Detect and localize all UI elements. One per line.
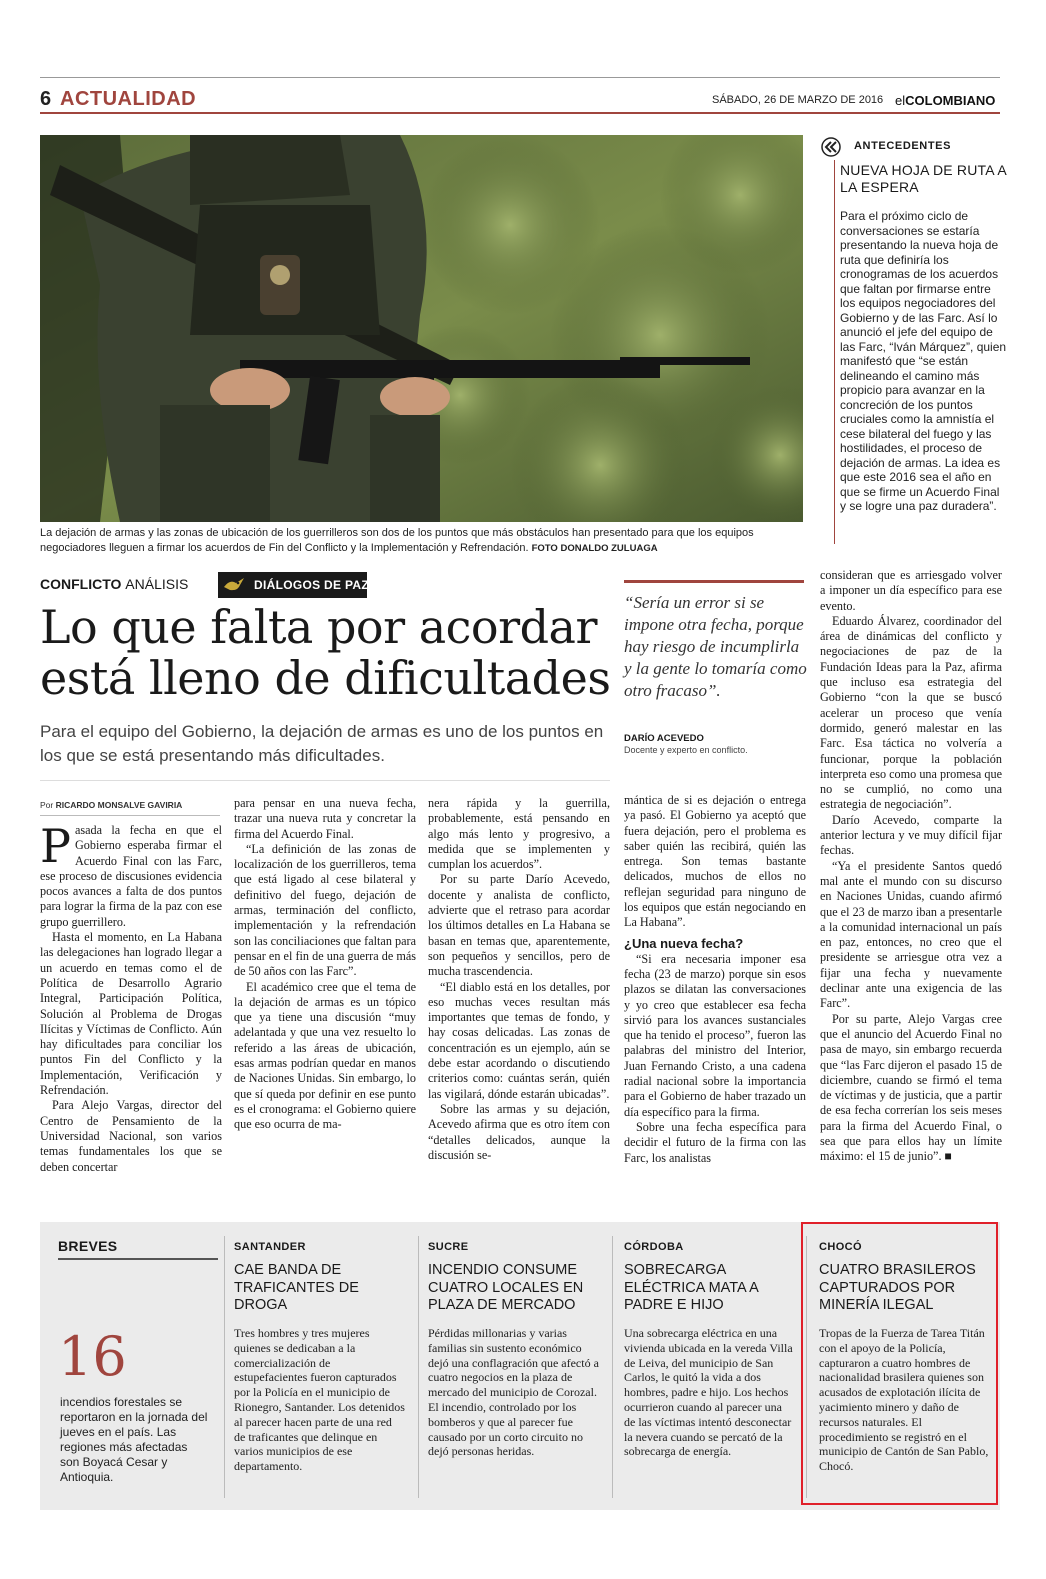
body-paragraph: mántica de si es dejación o entrega ya pasó. El Gobierno ya aceptó que fuera dejación, pero el problema es saber quién las recibirá, quién las entrega. Son temas bastante delicados, muchos de ellos no reflejan seguridad para ninguno de los equipos que están negociando en La Habana”. (624, 793, 806, 930)
masthead (895, 93, 995, 108)
brief-title: INCENDIO CONSUME CUATRO LOCALES EN PLAZA DE MERCADO (428, 1262, 584, 1313)
series-badge-label: DIÁLOGOS DE PAZ (254, 578, 369, 592)
caption-text: La dejación de armas y las zonas de ubicación de los guerrilleros son dos de los puntos que más obstáculos han presentado para que los equipos negociadores lleguen a firmar los acuerdos de Fin del Conflicto y la Implementación y Refrendación. (40, 527, 754, 554)
body-column-3 (428, 796, 610, 1186)
byline-name: RICARDO MONSALVE GAVIRIA (55, 800, 183, 810)
brief-region: CÓRDOBA (624, 1241, 684, 1253)
body-column-2 (234, 796, 416, 1186)
column-divider (612, 1236, 613, 1498)
body-paragraph: “Ya el presidente Santos quedó mal ante el mundo con su discurso en Naciones Unidas, cuando afirmó que el 23 de marzo iban a presentarle a la comunidad internacional un país en paz, entonces, no creo que el presidente se arriesgue otra vez a fijar una fecha y nuevamente declinar ante una exigencia de las Farc”. (820, 858, 1002, 1011)
body-paragraph: Hasta el momento, en La Habana las delegaciones han logrado llegar a un acuerdo en temas como el de Política de Desarrollo Agrario Integral, Participación Política, Solución al Problema de Drogas Ilícitas y Víctimas de Conflicto. Aún hay dificultades para conciliar los puntos Fin del Conflicto y la Implementación, Verificación y Refrendación. (40, 930, 222, 1098)
brief-region: SUCRE (428, 1241, 469, 1253)
body-column-4 (624, 793, 806, 1186)
dove-icon (222, 575, 246, 595)
body-paragraph: consideran que es arriesgado volver a imponer un día específico para ese evento. (820, 568, 1002, 613)
body-paragraph: “La definición de las zonas de localización de los guerrilleros, tema que está ligado al cese bilateral y definitivo del fuego, dejación de armas, terminación del conflicto, implementación y la refrendación son las conciliaciones que faltan para pensar en el fin de una guerra de más de 50 años con las Farc”. (234, 841, 416, 979)
chevron-double-left-icon (820, 137, 842, 157)
pull-quote: “Sería un error si se impone otra fecha, porque hay riesgo de incumplirla y la gente lo tomaría como otro fracaso”. (624, 593, 807, 700)
body-paragraph: Por su parte Darío Acevedo, docente y analista de conflicto, advierte que el retraso para acordar los últimos detalles en La Habana se basan en temas que, aparentemente, son pequeños y sencillos, pero de mucha trascendencia. (428, 872, 610, 979)
body-paragraph: Sobre las armas y su dejación, Acevedo afirma que es otro ítem con “detalles delicados, aunque la discusión se- (428, 1101, 610, 1162)
highlight-box (801, 1222, 998, 1505)
column-divider (418, 1236, 419, 1498)
issue-date: SÁBADO, 26 DE MARZO DE 2016 (712, 94, 884, 106)
brief-body: Tropas de la Fuerza de Tarea Titán con el apoyo de la Policía, capturaron a cuatro hombres de nacionalidad brasilera quienes son acusados de explotación ilícita de yacimiento minero y daño de recursos naturales. El procedimiento se registró en el municipio de Cantón de San Pablo, Chocó. (819, 1326, 989, 1474)
body-paragraph: Para Alejo Vargas, director del Centro de Pensamiento de la Universidad Nacional, son varios temas fundamentales los que se deben concertar (40, 1098, 222, 1174)
antecedentes-title: NUEVA HOJA DE RUTA A LA ESPERA (840, 162, 1007, 195)
photo-caption (40, 526, 810, 556)
byline-rule (40, 815, 220, 816)
photo-credit: FOTO DONALDO ZULUAGA (531, 543, 658, 554)
byline (40, 800, 182, 810)
brief-region: CHOCÓ (819, 1241, 862, 1253)
body-paragraph: Sobre una fecha específica para decidir el futuro de la firma con las Farc, los analistas (624, 1119, 806, 1165)
deck-rule (40, 780, 610, 781)
brief-title: SOBRECARGA ELÉCTRICA MATA A PADRE E HIJO (624, 1262, 759, 1313)
subhead: ¿Una nueva fecha? (624, 935, 744, 951)
page-number: 6 (40, 88, 52, 110)
article-kicker (40, 576, 188, 592)
body-paragraph (40, 819, 222, 930)
kicker-bold: CONFLICTO (40, 576, 122, 592)
body-paragraph: “El diablo está en los detalles, por eso muchas veces resultan más importantes que temas de fondo, y hay cosas delicadas. Las zonas de concentración es un ejemplo, aún se debe estar acordando o discutiendo criterios como: cuántas serán, quién las vigilará, dónde estarán ubicadas”. (428, 979, 610, 1101)
masthead-name: COLOMBIANO (905, 93, 996, 108)
body-paragraph: para pensar en una nueva fecha, trazar una nueva ruta y concretar la firma del Acuerdo Final. (234, 796, 416, 841)
deck: Para el equipo del Gobierno, la dejación de armas es uno de los puntos en los que se está presentando más dificultades. (40, 722, 604, 765)
antecedentes-kicker: ANTECEDENTES (854, 140, 952, 152)
body-paragraph: El académico cree que el tema de la dejación de armas es un tópico que ya tiene una discusión “muy adelantada y que una vez resuelto lo referido a las áreas de ubicación, esas armas podrían quedar en manos de Naciones Unidas. Sin embargo, lo que sí queda por definir en ese punto es el cronograma: el Gobierno quiere que eso ocurra de ma- (234, 979, 416, 1132)
masthead-prefix: el (895, 93, 906, 108)
brief-body: Tres hombres y tres mujeres quienes se dedicaban a la comercialización de estupefacientes fueron capturados por la Policía en el municipio de Rionegro, Santander. Los detenidos al parecer hacen parte de una red de traficantes que delinque en varios municipios de ese departamento. (234, 1326, 405, 1474)
body-paragraph: “Si era necesaria imponer esa fecha (23 de marzo) porque sin esos plazos se dilatan las conversaciones y yo creo que establecer esa fecha sirvió para los avances sustanciales que ha tenido el proceso”, fueron las palabras del ministro del Interior, Juan Fernando Cristo, a una cadena radial nacional sobre la importancia para el Gobierno de haber trazado un día específico para la firma. (624, 951, 806, 1119)
section-title: ACTUALIDAD (60, 88, 197, 110)
body-paragraph: Eduardo Álvarez, coordinador del área de dinámicas del conflicto y negociaciones de paz de la Fundación Ideas para la Paz, afirma que incluso esa estrategia del Gobierno “con la que se buscó acelerar un proceso que venía dormido, generó malestar en las Farc. Esa táctica no volvería a funcionar, porque la población interpreta eso como una promesa que no se cumplió, no como una estrategia de negociación”. (820, 613, 1002, 812)
quote-rule (624, 580, 804, 583)
body-column-5 (820, 568, 1002, 1188)
quote-attribution-name: DARÍO ACEVEDO (624, 733, 704, 744)
breves-label: BREVES (58, 1238, 118, 1254)
body-paragraph: Darío Acevedo, comparte la anterior lectura y ve muy difícil fijar fechas. (820, 812, 1002, 858)
paragraph-text: asada la fecha en que el Gobierno esperaba firmar el Acuerdo Final con las Farc, ese proceso de discusiones evidencia pocos avances a falta de dos puntos para lograr la firma de la paz con ese grupo guerrillero. (40, 823, 222, 929)
brief-title: CUATRO BRASILEROS CAPTURADOS POR MINERÍA ILEGAL (819, 1262, 976, 1313)
body-paragraph: nera rápida y la guerrilla, probablemente, está pensando en algo más lento y progresivo, a medida que se implementen y cumplan los acuerdos”. (428, 796, 610, 872)
brief-title: CAE BANDA DE TRAFICANTES DE DROGA (234, 1262, 359, 1313)
lead-photo-illustration (40, 135, 803, 522)
breves-rule (58, 1258, 218, 1260)
quote-attribution-role: Docente y experto en conflicto. (624, 745, 748, 755)
brief-body: Pérdidas millonarias y varias familias sin sustento económico dejó una conflagración que afectó a cuatro negocios en la plaza de mercado del municipio de Corozal. El incendio, controlado por los bomberos y que al parecer fue causado por un corto circuito no dejó personas heridas. (428, 1326, 599, 1459)
antecedentes-rule (834, 160, 835, 544)
body-paragraph: Por su parte, Alejo Vargas cree que el anuncio del Acuerdo Final no pasa de mayo, sin embargo recuerda que “las Farc dijeron el pasado 15 de diciembre, cuando se firmó el tema de víctimas y de justicia, que a partir de esa fecha correrían los seis meses para la firma del Acuerdo Final, o sea que para ellos hay un límite máximo: el 15 de junio”. ■ (820, 1011, 1002, 1164)
column-divider (224, 1236, 225, 1498)
body-column-1 (40, 819, 222, 1183)
byline-prefix: Por (40, 800, 54, 810)
kicker-light: ANÁLISIS (125, 576, 189, 592)
drop-cap: P (40, 819, 71, 873)
headline: Lo que falta por acordar está lleno de dificultades (40, 600, 611, 705)
antecedentes-body: Para el próximo ciclo de conversaciones se estaría presentando la nueva hoja de ruta que definiría los cronogramas de los acuerdos que faltan por firmarse entre los equipos negociadores del Gobierno y de las Farc. Así lo anunció el jefe del equipo de las Farc, “Iván Márquez”, quien manifestó que “se están delineando el camino más propicio para avanzar en la concreción de los puntos cruciales como la amnistía el cese bilateral del fuego y las hostilidades, el proceso de dejación de armas. La idea es que este 2016 sea el año en que se firme un Acuerdo Final y se logre una paz duradera”. (840, 209, 1007, 513)
top-rule (40, 77, 1000, 78)
brief-region: SANTANDER (234, 1241, 306, 1253)
lead-photo (40, 135, 803, 522)
brief-body: Una sobrecarga eléctrica en una vivienda ubicada en la vereda Villa de Leiva, del municipio de San Carlos, le quitó la vida a dos hombres, padre e hijo. Los hechos ocurrieron cuando al parecer una de las víctimas intentó desconectar la nevera cuando se percató de la sobrecarga de energía. (624, 1326, 793, 1459)
breves-stat-number: 16 (58, 1325, 127, 1388)
section-rule (40, 112, 1000, 114)
breves-stat-text: incendios forestales se reportaron en la jornada del jueves en el país. Las regiones más afectadas son Boyacá Cesar y Antioquia. (60, 1395, 208, 1484)
